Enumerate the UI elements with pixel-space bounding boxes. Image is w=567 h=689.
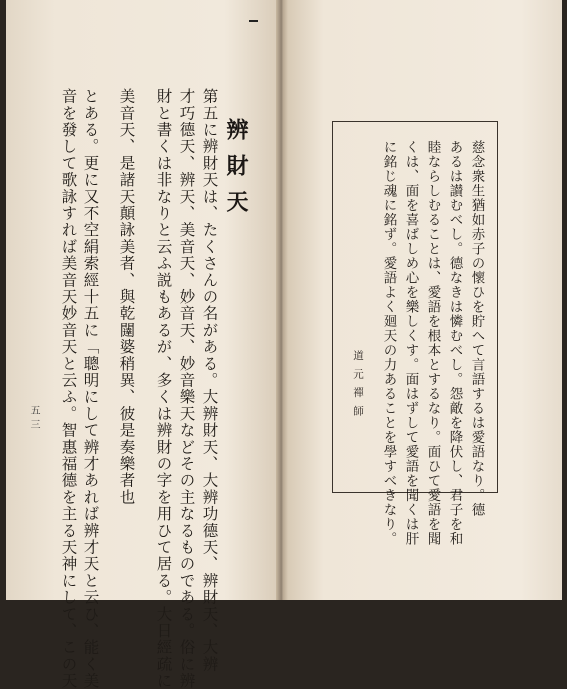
quote-attribution: 道元禪師 bbox=[352, 350, 364, 424]
corner-mark bbox=[249, 20, 258, 22]
body-column-6: 音を發して歌詠すれば美音天妙音天と云ふ。智惠福德を主る天神にして、この天 bbox=[59, 88, 78, 689]
body-column-3: 財と書くは非なりと云ふ説もあるが、多くは辨財の字を用ひて居る。大日經疏に bbox=[154, 88, 173, 689]
body-column-4: 美音天、是諸天顛詠美者、與乾闥婆稍異、彼是奏樂者也 bbox=[117, 88, 136, 506]
quote-column-1: 慈念衆生猶如赤子の懷ひを貯へて言語するは愛語なり。德 bbox=[468, 140, 485, 517]
book-gutter bbox=[276, 0, 288, 600]
quote-column-5: に銘じ魂に銘ず。愛語よく廻天の力あることを學すべきなり。 bbox=[380, 140, 397, 546]
body-column-2: 才巧德天、辨天、美音天、妙音天、妙音樂天などその主なるものである。俗に辨 bbox=[177, 88, 196, 689]
quote-column-4: くは、面を喜ばしめ心を樂しくす。面はずして愛語を聞くは肝 bbox=[402, 140, 419, 546]
left-page bbox=[6, 0, 279, 600]
quote-column-2: あるは讃むべし。德なきは憐むべし。怨敵を降伏し、君子を和 bbox=[446, 140, 463, 546]
body-column-5: とある。更に又不空絹索經十五に「聰明にして辨才あれば辨才天と云ひ、能く美 bbox=[81, 88, 100, 689]
body-column-1: 第五に辨財天は、たくさんの名がある。大辨財天、大辨功德天、辨財天、大辨 bbox=[200, 88, 219, 673]
quote-column-3: 睦ならしむることは、愛語を根本とするなり。面ひて愛語を聞 bbox=[424, 140, 441, 546]
section-heading: 辨財天 bbox=[223, 118, 249, 226]
page-number: 五三 bbox=[28, 405, 39, 433]
